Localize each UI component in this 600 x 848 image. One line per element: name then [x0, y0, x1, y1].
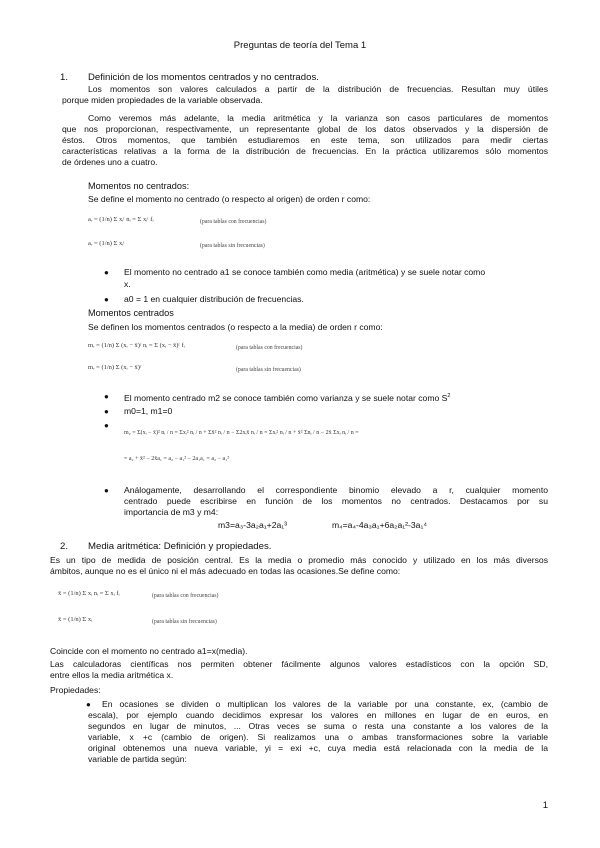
bullet-icon: ● — [104, 407, 109, 416]
formula-note: (para tablas sin frecuencias) — [236, 367, 301, 373]
formula-block — [124, 456, 229, 462]
paragraph-line: original obtenemos una nueva variable, yi = exi +c, cuya media está relacionada con la media de la — [88, 743, 548, 753]
list-item: a0 = 1 en cualquier distribución de frecuencias. — [124, 294, 304, 304]
formula-m3: m3=a₃-3a₂a₁+2a₁³ — [218, 520, 288, 530]
subsection-title: Momentos no centrados: — [88, 181, 190, 191]
formula: aᵣ = (1/n) Σ xᵢʳ — [88, 240, 125, 247]
section-number: 2. — [60, 541, 69, 552]
formula-block — [58, 616, 92, 623]
formula-block — [58, 590, 120, 597]
formula-note: (para tablas sin frecuencias) — [152, 619, 217, 625]
list-item: El momento no centrado a1 se conoce también como media (aritmética) y se suele notar como — [124, 267, 486, 277]
section-heading: Media aritmética: Definición y propiedades. — [88, 541, 272, 552]
paragraph — [62, 84, 548, 106]
paragraph-line: éstos. Otros momentos, que también estudiaremos en este tema, son utilizados para medir ciertas — [62, 135, 548, 145]
formula-note: (para tablas con frecuencias) — [200, 219, 267, 225]
bullet-icon: ● — [104, 421, 109, 430]
bullet-icon: ● — [104, 486, 109, 495]
list-item-text: El momento centrado m2 se conoce también como varianza y se suele notar como S — [124, 392, 448, 403]
formula-block — [88, 364, 141, 371]
paragraph-line: escala), por ejemplo cuando decidimos expresar los valores en millones en lugar de en euros, en — [88, 710, 548, 720]
paragraph-line: importancia de m3 y m4: — [124, 507, 219, 517]
list-item-continuation: x. — [124, 279, 131, 289]
paragraph-line: ámbitos, aunque no es el único ni el más adecuado en todas las ocasiones.Se define como: — [50, 566, 401, 576]
list-item — [124, 485, 548, 518]
subsection-title: Momentos centrados — [88, 308, 174, 318]
formula: mᵣ = (1/n) Σ (xᵢ − x̄)ʳ nᵢ = Σ (xᵢ − x̄)ʳ fᵢ — [88, 342, 185, 349]
paragraph — [50, 659, 548, 681]
list-item — [88, 699, 548, 765]
formula-note: (para tablas sin frecuencias) — [200, 243, 265, 249]
list-item — [124, 391, 450, 404]
paragraph-line: entre ellos la media aritmética x. — [50, 670, 174, 680]
section-number: 1. — [60, 72, 69, 83]
formula-block — [88, 342, 185, 349]
formula: x̄ = (1/n) Σ xᵢ nᵢ = Σ xᵢ fᵢ — [58, 590, 120, 597]
page-number: 1 — [542, 800, 548, 811]
paragraph-line: porque miden propiedades de la variable observada. — [62, 95, 263, 105]
paragraph-line: Es un tipo de medida de posición central. Es la media o promedio más conocido y utilizado en los más diversos — [50, 555, 548, 565]
formula: m₂ = Σ(xᵢ − x̄)² nᵢ / n = Σxᵢ² nᵢ / n + Σx̄² nᵢ / n − Σ2xᵢx̄ nᵢ / n = Σxᵢ² nᵢ / n + x̄² Σnᵢ / n − 2x̄ Σxᵢ nᵢ / n = — [124, 430, 359, 436]
paragraph-line: Las calculadoras científicas nos permiten obtener fácilmente algunos valores estadísticos con la opción SD, — [50, 659, 548, 669]
section-heading: Definición de los momentos centrados y no centrados. — [88, 72, 319, 83]
subsection-title: Propiedades: — [50, 685, 101, 695]
bullet-icon: ● — [104, 295, 109, 304]
paragraph-line: Los momentos son valores calculados a partir de la distribución de frecuencias. Resultan muy útiles — [88, 84, 548, 94]
paragraph — [50, 555, 548, 577]
definition-text: Se define el momento no centrado (o respecto al origen) de orden r como: — [88, 194, 371, 204]
definition-text: Se definen los momentos centrados (o respecto a la media) de orden r como: — [88, 322, 383, 332]
paragraph-line: Análogamente, desarrollando el correspondiente binomio elevado a r, cualquier momento — [124, 485, 548, 495]
formula-block — [88, 240, 125, 247]
bullet-icon: ● — [104, 268, 109, 277]
formula-note: (para tablas con frecuencias) — [152, 593, 219, 599]
formula: = a₂ + x̄² − 2x̄a₁ = a₂ − a₁² − 2a₁a₁ = a₂ − a₁² — [124, 456, 230, 462]
paragraph-line: de órdenes uno a cuatro. — [62, 157, 158, 167]
formula: mᵣ = (1/n) Σ (xᵢ − x̄)ʳ — [88, 364, 142, 371]
paragraph-line: Como veremos más adelante, la media aritmética y la varianza son casos particulares de momentos — [88, 113, 548, 123]
paragraph-line: variable, x +c (cambio de origen). Si realizamos una o ambas transformaciones sobre la variable — [88, 732, 548, 742]
formula: aᵣ = (1/n) Σ xᵢʳ nᵢ = Σ xᵢʳ fᵢ — [88, 216, 154, 223]
superscript: 2 — [447, 393, 451, 399]
formula-note: (para tablas con frecuencias) — [236, 345, 303, 351]
bullet-icon: ● — [86, 700, 91, 709]
list-item: m0=1, m1=0 — [124, 406, 173, 416]
formula-block — [124, 430, 359, 436]
paragraph-line: variable de partida según: — [88, 754, 187, 764]
formula-m4: m₄=a₄-4a₃a₁+6a₂a₁²-3a₁⁴ — [332, 520, 428, 530]
formula-block — [88, 216, 154, 223]
paragraph-line: características relativas a la forma de la distribución de frecuencias. En la práctica utilizaremos sólo momentos — [62, 146, 548, 156]
paragraph-line: En ocasiones se dividen o multiplican los valores de la variable por una constante, ex, (cambio de — [102, 699, 548, 709]
paragraph-line: centrado puede escribirse en función de los momentos no centrados. Destacamos por su — [124, 496, 548, 506]
formula: x̄ = (1/n) Σ xᵢ — [58, 616, 93, 623]
text-line: Coincide con el momento no centrado a1=x(media). — [50, 646, 248, 656]
page-title: Preguntas de teoría del Tema 1 — [233, 40, 367, 51]
bullet-icon: ● — [104, 392, 109, 401]
paragraph — [62, 113, 548, 168]
paragraph-line: segundos en lugar de minutos, ... Otras veces se suma o resta una constante a los valores de la — [88, 721, 548, 731]
paragraph-line: que nos proporcionan, respectivamente, un representante global de los datos observados y la dispersión de — [62, 124, 548, 134]
